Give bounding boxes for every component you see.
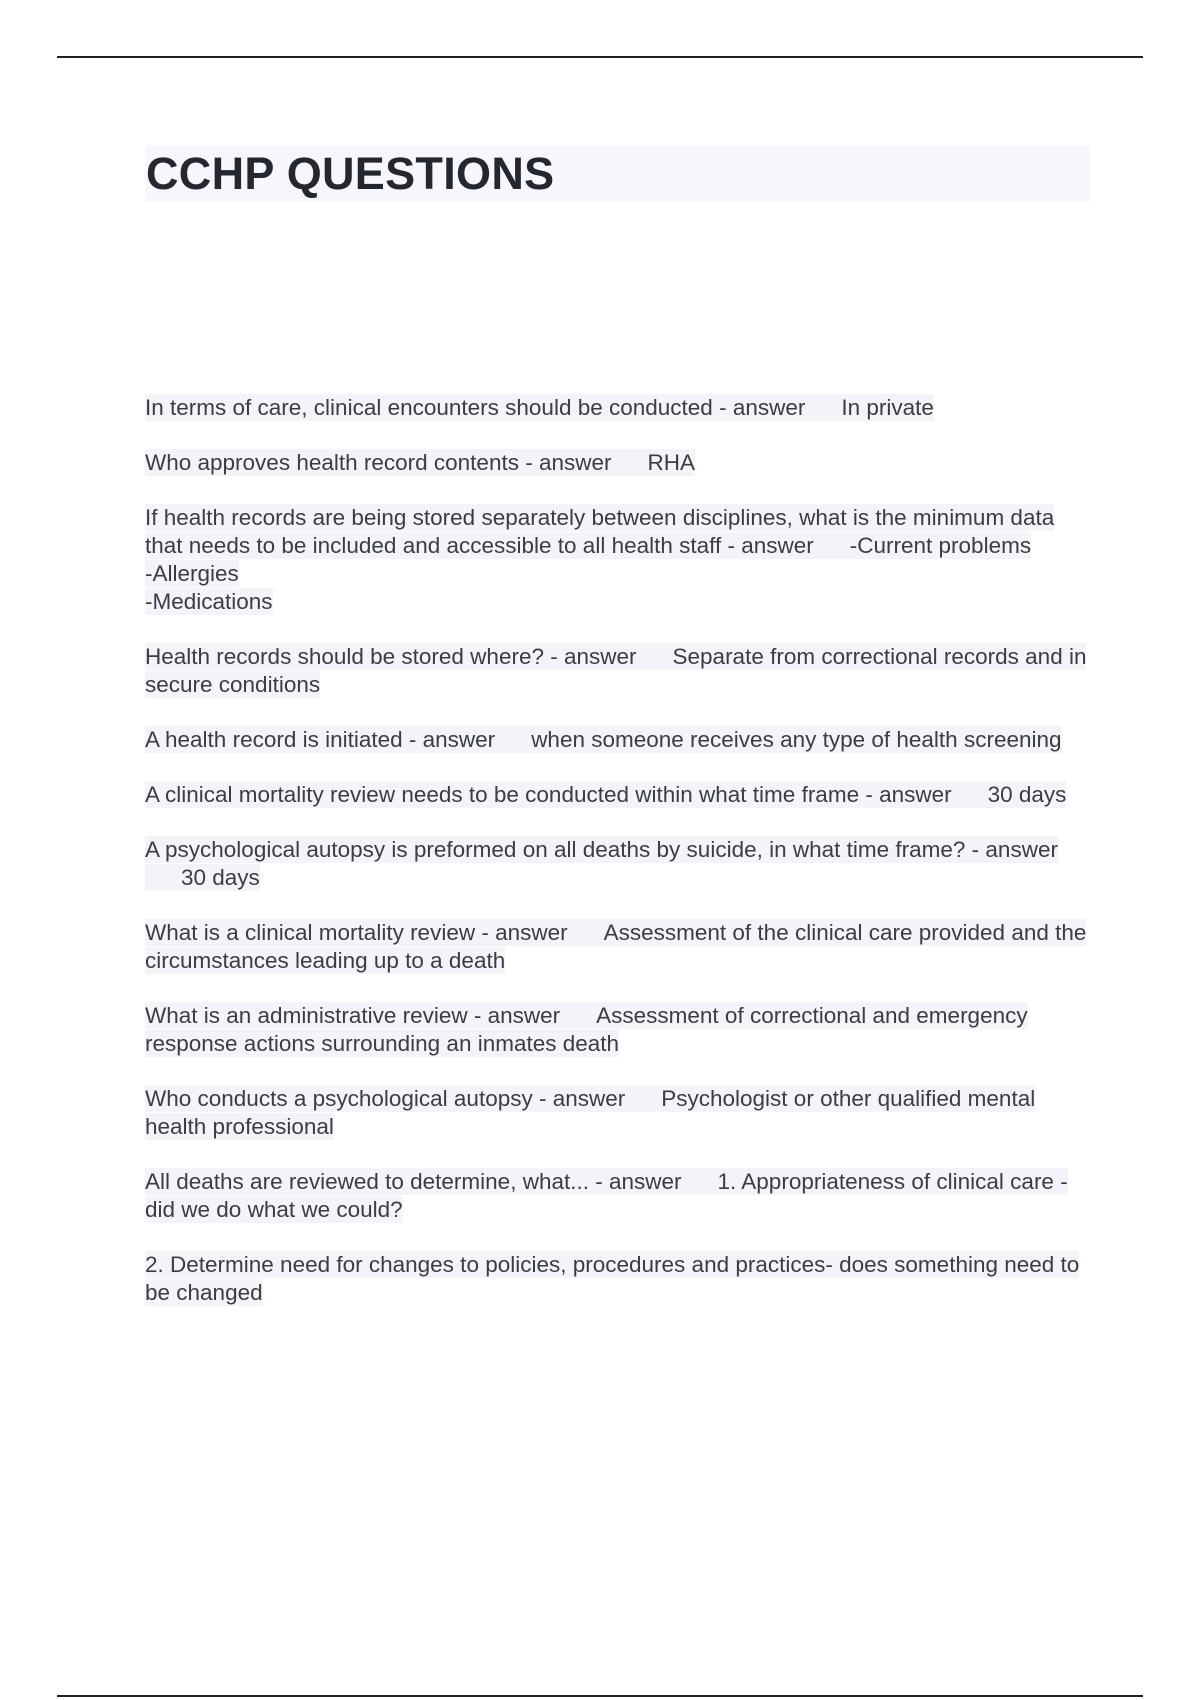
- answer-text: Assessment of correctional and emergency response actions surrounding an inmates death: [145, 1003, 1028, 1056]
- qa-list: [145, 394, 1090, 1334]
- question-text: In terms of care, clinical encounters should be conducted - answer: [145, 395, 806, 420]
- answer-line: -Allergies: [145, 561, 239, 586]
- question-text: Health records should be stored where? - answer: [145, 644, 637, 669]
- answer-text: Psychologist or other qualified mental health professional: [145, 1086, 1036, 1139]
- qa-item: [145, 919, 1090, 975]
- answer-text: RHA: [647, 450, 696, 475]
- qa-item: [145, 836, 1090, 892]
- answer-text: 30 days: [987, 782, 1067, 807]
- answer-text: -Current problems: [849, 533, 1032, 558]
- question-text: A clinical mortality review needs to be conducted within what time frame - answer: [145, 782, 952, 807]
- qa-item: [145, 394, 1090, 422]
- answer-text: when someone receives any type of health screening: [531, 727, 1062, 752]
- question-text: If health records are being stored separately between disciplines, what is the minimum data that needs to be included and accessible to all health staff - answer: [145, 505, 1055, 558]
- qa-item: [145, 1085, 1090, 1141]
- qa-item: [145, 449, 1090, 477]
- bottom-rule: [57, 1695, 1143, 1697]
- question-text: What is an administrative review - answer: [145, 1003, 561, 1028]
- answer-text: Separate from correctional records and in secure conditions: [145, 644, 1087, 697]
- question-text: All deaths are reviewed to determine, what... - answer: [145, 1169, 682, 1194]
- question-text: What is a clinical mortality review - answer: [145, 920, 568, 945]
- answer-line: -Medications: [145, 589, 273, 614]
- qa-item: [145, 643, 1090, 699]
- qa-item: [145, 726, 1090, 754]
- question-text: A psychological autopsy is preformed on all deaths by suicide, in what time frame? - answer: [145, 837, 1058, 862]
- question-text: A health record is initiated - answer: [145, 727, 496, 752]
- answer-text: Assessment of the clinical care provided and the circumstances leading up to a death: [145, 920, 1087, 973]
- qa-item: [145, 1002, 1090, 1058]
- qa-item: [145, 1168, 1090, 1224]
- page-title: CCHP QUESTIONS: [146, 148, 555, 199]
- qa-item: [145, 781, 1090, 809]
- continuation-text: 2. Determine need for changes to policies, procedures and practices- does something need to be changed: [145, 1252, 1080, 1305]
- top-rule: [57, 56, 1143, 58]
- question-text: Who conducts a psychological autopsy - answer: [145, 1086, 626, 1111]
- answer-text: 30 days: [181, 865, 260, 890]
- answer-text: In private: [841, 395, 934, 420]
- qa-item: [145, 504, 1090, 616]
- answer-text: 1. Appropriateness of clinical care - did we do what we could?: [145, 1169, 1068, 1222]
- question-text: Who approves health record contents - answer: [145, 450, 612, 475]
